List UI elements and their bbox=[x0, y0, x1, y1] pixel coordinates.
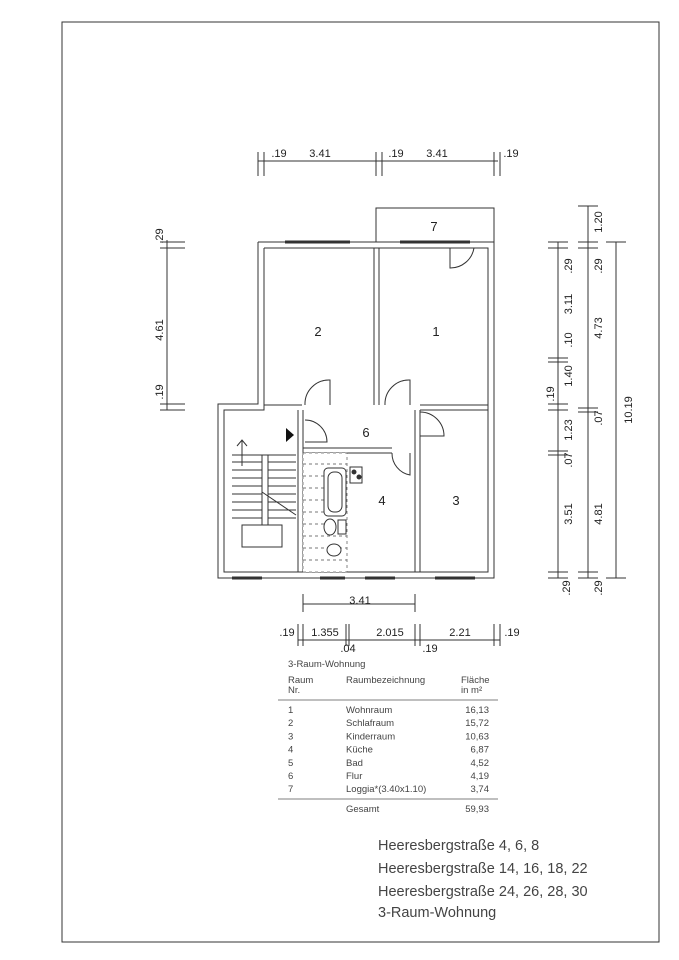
table-cell-nr: 3 bbox=[288, 731, 294, 743]
address-line-2: Heeresbergstraße 14, 16, 18, 22 bbox=[378, 861, 588, 877]
table-total-area: 59,93 bbox=[465, 804, 489, 815]
table-row bbox=[288, 731, 489, 742]
room-label-3: 3 bbox=[452, 493, 460, 508]
dim-left: 4.61 bbox=[154, 319, 166, 341]
address-line-3: Heeresbergstraße 24, 26, 28, 30 bbox=[378, 884, 588, 900]
table-title: 3-Raum-Wohnung bbox=[288, 659, 366, 670]
table-row bbox=[288, 758, 489, 769]
table-cell-name: Wohnraum bbox=[346, 705, 393, 716]
door-swing-entry bbox=[305, 420, 327, 442]
table-row bbox=[288, 771, 489, 782]
dim-left: .19 bbox=[154, 384, 166, 400]
room-label-4: 4 bbox=[378, 493, 386, 508]
dim-left: .29 bbox=[154, 228, 166, 244]
dim-bottom-small: .19 bbox=[422, 643, 438, 655]
dim-right-inner: .10 bbox=[563, 332, 575, 348]
dim-bottom: .19 bbox=[279, 627, 295, 639]
dim-top: 3.41 bbox=[426, 148, 448, 160]
dim-right-outer: 1.20 bbox=[593, 211, 605, 233]
dim-right-outer: 4.73 bbox=[593, 317, 605, 339]
table-header-nr: Raum bbox=[288, 675, 314, 686]
dim-right-inner: 3.11 bbox=[563, 293, 575, 315]
table-cell-nr: 1 bbox=[288, 705, 294, 716]
dim-bottom: .19 bbox=[504, 627, 520, 639]
dim-right-inner: 3.51 bbox=[563, 503, 575, 525]
dim-right-outer: .29 bbox=[593, 258, 605, 274]
table-cell-nr: 7 bbox=[288, 784, 294, 796]
table-cell-name: Flur bbox=[346, 771, 363, 782]
table-cell-area: 4,19 bbox=[470, 771, 489, 782]
table-cell-nr: 6 bbox=[288, 771, 294, 782]
room-label-6: 6 bbox=[362, 425, 370, 440]
table-cell-name: Bad bbox=[346, 757, 363, 769]
table-total-label: Gesamt bbox=[346, 804, 380, 815]
table-cell-nr: 5 bbox=[288, 757, 294, 769]
dim-bottom-kitchen: 3.41 bbox=[349, 595, 371, 607]
table-rows bbox=[288, 705, 489, 795]
dim-right-inner: .29 bbox=[563, 258, 575, 274]
door-swing-2 bbox=[305, 380, 330, 405]
door-swing-1 bbox=[450, 248, 474, 268]
table-cell-area: 16,13 bbox=[465, 705, 489, 716]
table-cell-name: Loggia*(3.40x1.10) bbox=[346, 784, 427, 796]
table-header-nr-2: Nr. bbox=[288, 685, 301, 696]
room-label-2: 2 bbox=[314, 324, 322, 339]
dim-right-inner: .29 bbox=[561, 580, 573, 596]
dim-right-inner: 1.23 bbox=[563, 419, 575, 441]
room-label-7: 7 bbox=[430, 219, 438, 234]
table-header-name: Raumbezeichnung bbox=[346, 675, 426, 686]
toilet-icon bbox=[324, 519, 336, 535]
address-line-4: 3-Raum-Wohnung bbox=[378, 905, 497, 921]
dim-right-inner: 1.40 bbox=[563, 365, 575, 387]
table-row bbox=[288, 705, 489, 716]
bathtub-icon bbox=[324, 468, 346, 516]
table-header-area-2: in m² bbox=[461, 685, 483, 696]
table-row bbox=[288, 718, 489, 729]
dim-right-inner: .07 bbox=[563, 452, 575, 468]
table-cell-area: 3,74 bbox=[470, 784, 489, 796]
sink-icon bbox=[327, 544, 341, 556]
room-label-1: 1 bbox=[432, 324, 440, 339]
dim-bottom-small: .04 bbox=[340, 643, 356, 655]
room-table bbox=[278, 659, 498, 815]
dim-right-inner: .19 bbox=[545, 386, 557, 402]
dim-bottom: 1.355 bbox=[311, 627, 339, 639]
table-cell-area: 6,87 bbox=[470, 744, 489, 756]
dim-top: .19 bbox=[503, 148, 519, 160]
door-swing-1b bbox=[385, 380, 410, 405]
door-swing-3 bbox=[420, 412, 444, 436]
dim-top: .19 bbox=[388, 148, 404, 160]
table-cell-name: Kinderraum bbox=[346, 731, 396, 743]
dim-bottom: 2.015 bbox=[376, 627, 404, 639]
table-cell-area: 4,52 bbox=[470, 757, 489, 769]
table-cell-name: Schlafraum bbox=[346, 718, 395, 730]
dim-bottom: 2.21 bbox=[449, 627, 471, 639]
table-row bbox=[288, 784, 489, 795]
dim-total-right: 10.19 bbox=[623, 396, 635, 424]
staircase bbox=[232, 440, 296, 547]
table-cell-name: Küche bbox=[346, 744, 373, 756]
dim-right-outer: .07 bbox=[593, 410, 605, 426]
dim-top: 3.41 bbox=[309, 148, 331, 160]
dim-right-outer: .29 bbox=[593, 580, 605, 596]
table-header-area: Fläche bbox=[461, 675, 490, 686]
table-cell-nr: 4 bbox=[288, 744, 294, 756]
bathroom-fixtures bbox=[303, 453, 362, 572]
table-cell-area: 15,72 bbox=[465, 718, 489, 730]
dim-top: .19 bbox=[271, 148, 287, 160]
address-block bbox=[378, 838, 588, 921]
floor-plan bbox=[218, 208, 494, 578]
table-row bbox=[288, 745, 489, 756]
entry-arrow-icon bbox=[286, 428, 294, 442]
table-cell-area: 10,63 bbox=[465, 731, 489, 743]
dim-right-outer: 4.81 bbox=[593, 503, 605, 525]
address-line-1: Heeresbergstraße 4, 6, 8 bbox=[378, 838, 540, 854]
door-swing-4 bbox=[392, 453, 410, 475]
table-cell-nr: 2 bbox=[288, 718, 294, 730]
